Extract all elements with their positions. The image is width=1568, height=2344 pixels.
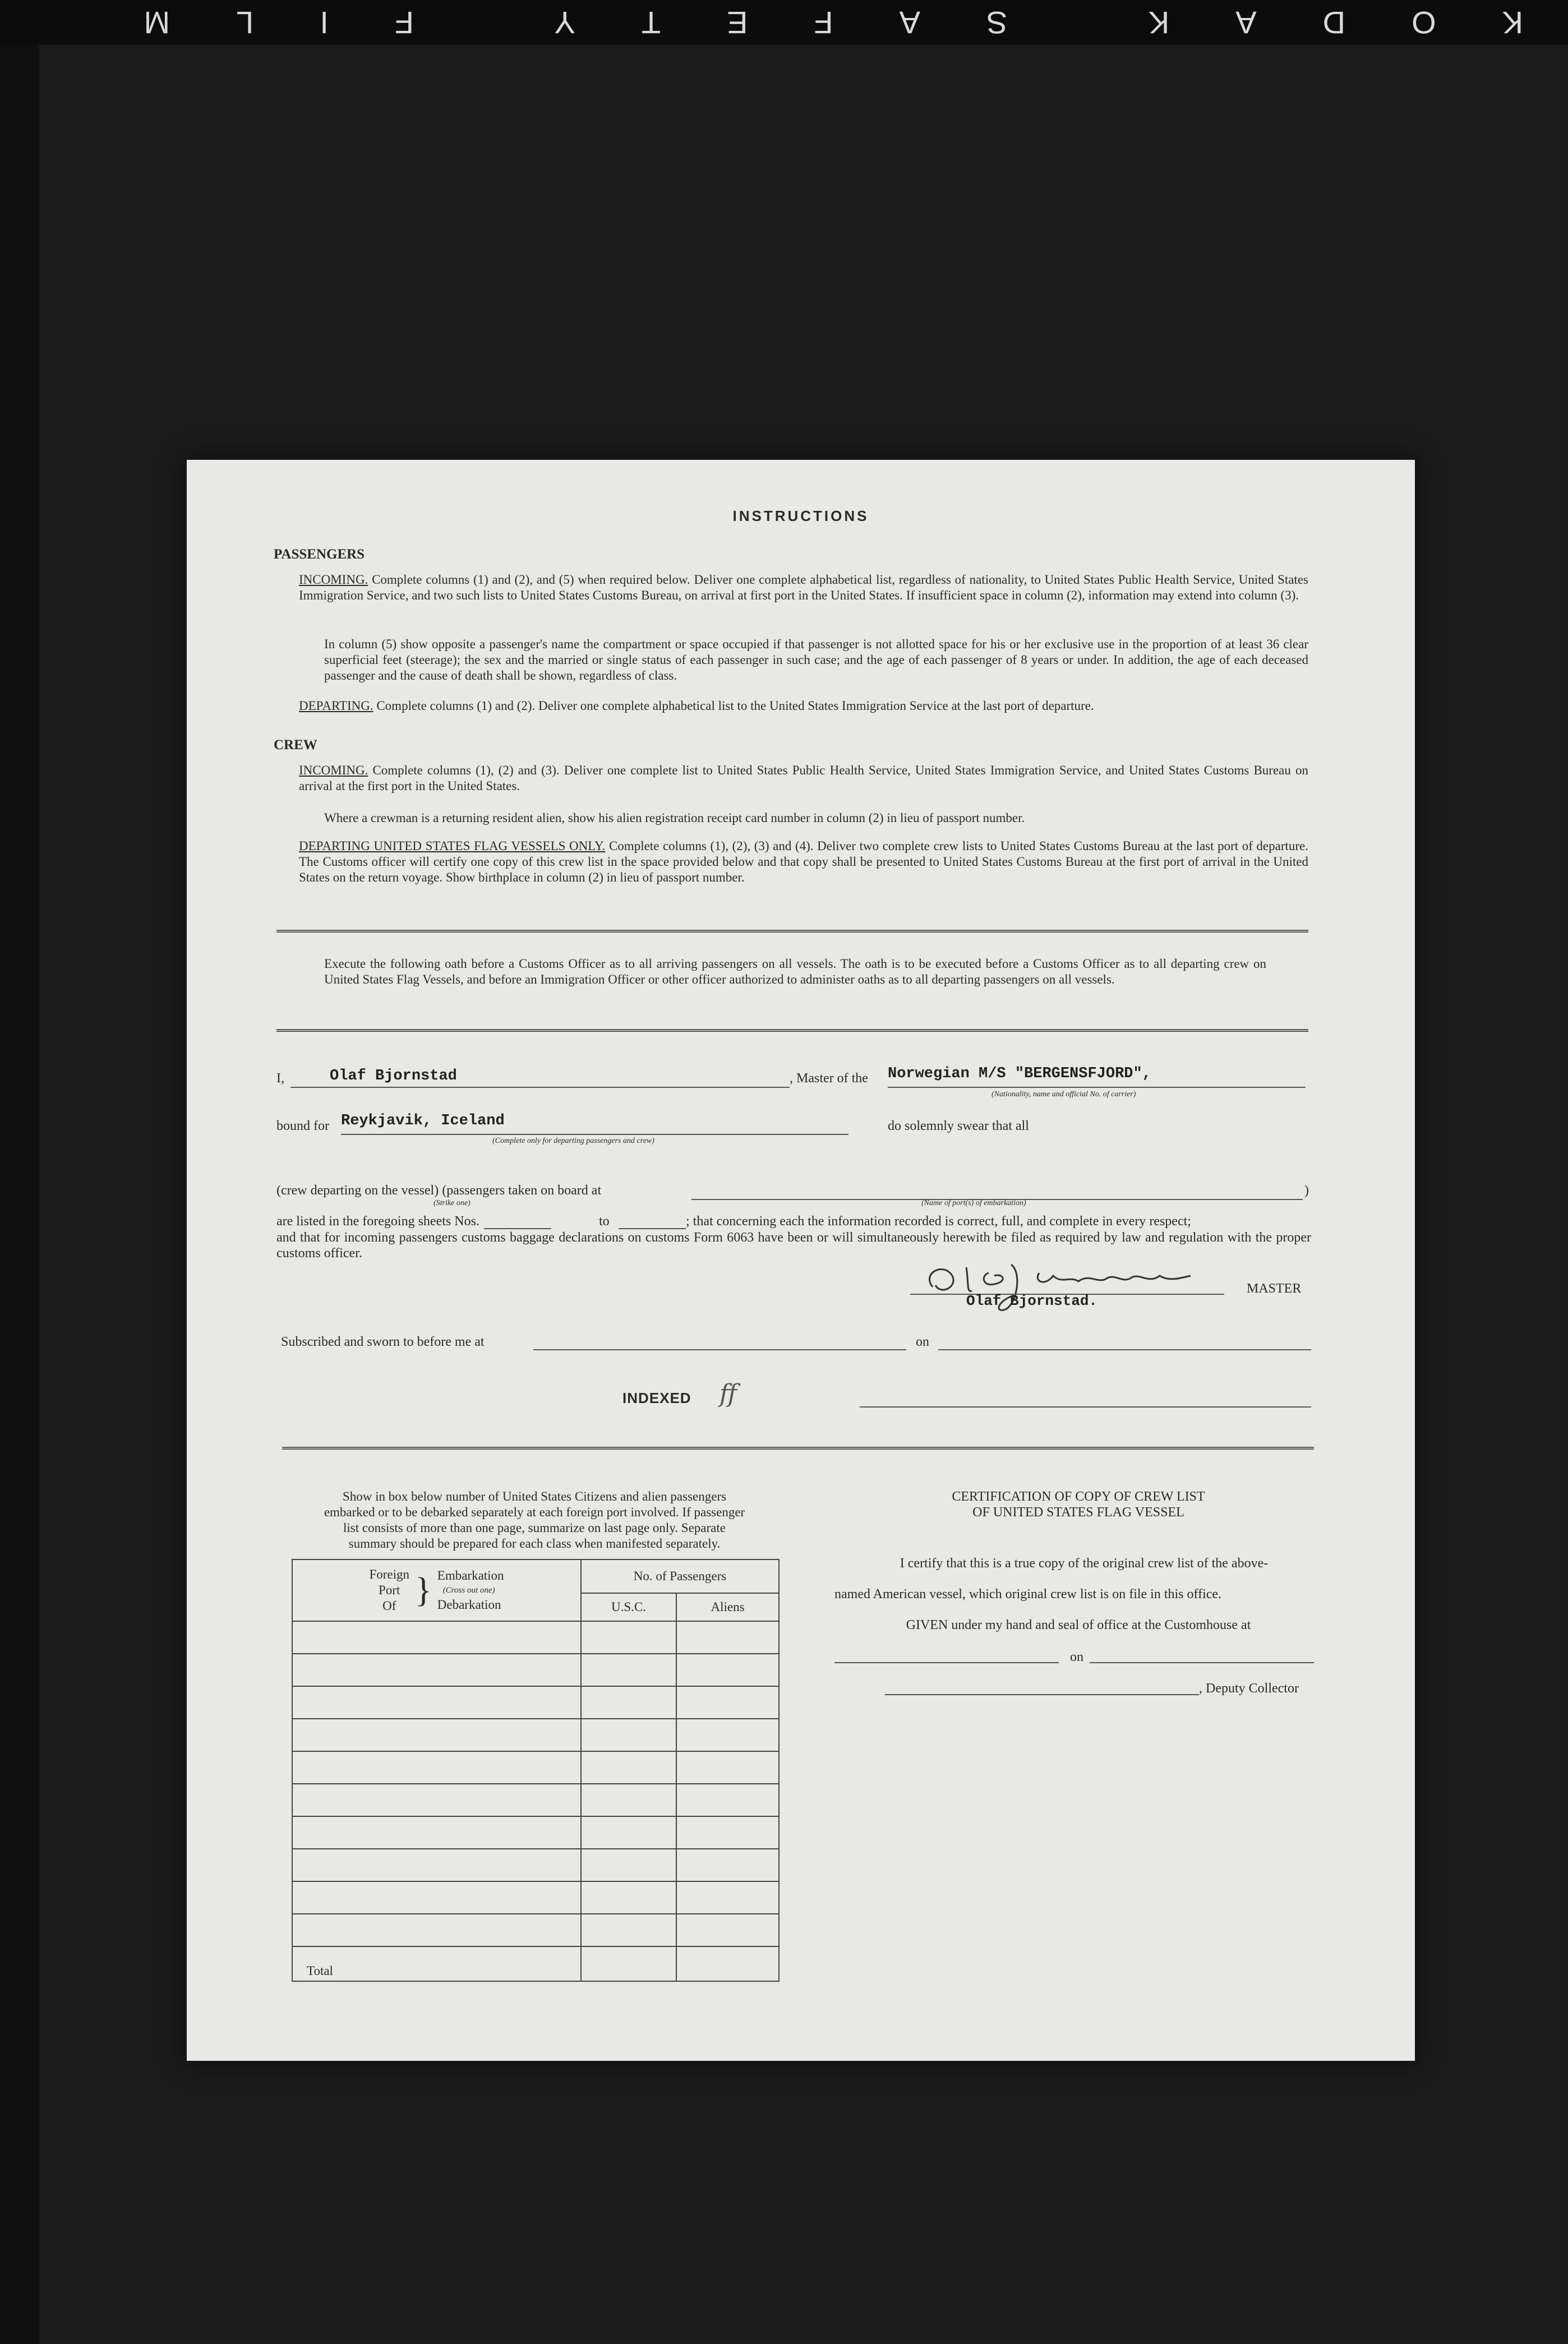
indexed-initials: ff bbox=[720, 1379, 737, 1408]
table-cell[interactable] bbox=[676, 1816, 779, 1849]
crew-departing-text: Complete columns (1), (2), (3) and (4). Deliver two complete crew lists to United States Customs Bureau at the last port of departure. The Customs officer will certify one copy of this crew list in the space provided below and that copy shall be presented to United States Customs Bureau at the first port of arrival in the United States on the return voyage. Show birthplace in column (2) in lieu of passport number. bbox=[299, 839, 1309, 884]
table-row bbox=[292, 1621, 779, 1654]
col-debarkation: Debarkation bbox=[437, 1598, 501, 1612]
table-row bbox=[292, 1849, 779, 1881]
sworn-place-field[interactable] bbox=[533, 1334, 906, 1350]
passengers-incoming-paragraph bbox=[299, 572, 1308, 603]
table-cell[interactable] bbox=[581, 1621, 676, 1654]
passengers-incoming-text: Complete columns (1) and (2), and (5) when required below. Deliver one complete alphabetical list, regardless of nationality, to United States Public Health Service, United States Immigration Service, and two such lists to United States Customs Bureau, on arrival at first port in the United States. If insufficient space in column (2), information may extend into column (3). bbox=[299, 573, 1309, 602]
table-row bbox=[292, 1751, 779, 1784]
table-cell[interactable] bbox=[581, 1849, 676, 1881]
table-row bbox=[292, 1881, 779, 1914]
total-row bbox=[292, 1946, 779, 1981]
brace-icon: } bbox=[415, 1571, 432, 1609]
deputy-collector-label: , Deputy Collector bbox=[1199, 1681, 1299, 1696]
table-cell[interactable] bbox=[676, 1881, 779, 1914]
destination-value: Reykjavik, Iceland bbox=[341, 1113, 505, 1129]
table-cell[interactable] bbox=[676, 1849, 779, 1881]
table-cell[interactable] bbox=[676, 1654, 779, 1686]
certification-title bbox=[860, 1489, 1297, 1520]
col-of: Of bbox=[382, 1599, 396, 1613]
table-cell[interactable] bbox=[292, 1751, 581, 1784]
port-header-cell bbox=[292, 1559, 581, 1621]
certification-line2: named American vessel, which original crew list is on file in this office. bbox=[834, 1587, 1222, 1602]
table-row bbox=[292, 1654, 779, 1686]
table-cell[interactable] bbox=[581, 1719, 676, 1751]
table-cell[interactable] bbox=[676, 1686, 779, 1719]
section-divider bbox=[276, 930, 1308, 933]
table-row bbox=[292, 1686, 779, 1719]
passengers-departing-text: Complete columns (1) and (2). Deliver one complete alphabetical list to the United States Immigration Service at the last port of departure. bbox=[376, 699, 1094, 713]
crew-resident-paragraph: Where a crewman is a returning resident alien, show his alien registration receipt card number in column (2) in lieu of passport number. bbox=[324, 811, 1025, 825]
table-row bbox=[292, 1784, 779, 1816]
sheets-to-label: to bbox=[599, 1214, 610, 1229]
indexed-stamp: INDEXED bbox=[622, 1390, 691, 1406]
vessel-caption: (Nationality, name and official No. of carrier) bbox=[991, 1090, 1136, 1099]
destination-field[interactable] bbox=[341, 1113, 848, 1135]
col-usc: U.S.C. bbox=[581, 1593, 676, 1621]
vessel-value: Norwegian M/S "BERGENSFJORD", bbox=[888, 1065, 1151, 1082]
col-embarkation: Embarkation bbox=[437, 1568, 504, 1582]
table-cell[interactable] bbox=[581, 1881, 676, 1914]
certification-on-label: on bbox=[1070, 1650, 1083, 1664]
table-cell[interactable] bbox=[676, 1751, 779, 1784]
officer-field[interactable] bbox=[860, 1391, 1311, 1408]
table-cell[interactable] bbox=[676, 1621, 779, 1654]
crew-incoming-paragraph bbox=[299, 763, 1308, 794]
typed-signature: Olaf Bjornstad. bbox=[966, 1293, 1098, 1309]
table-cell[interactable] bbox=[581, 1914, 676, 1946]
table-cell[interactable] bbox=[581, 1686, 676, 1719]
col-cross-out: (Cross out one) bbox=[442, 1586, 495, 1595]
table-cell[interactable] bbox=[292, 1849, 581, 1881]
table-cell[interactable] bbox=[581, 1784, 676, 1816]
master-name-field[interactable] bbox=[290, 1070, 790, 1088]
table-cell[interactable] bbox=[292, 1816, 581, 1849]
vessel-field[interactable] bbox=[888, 1065, 1306, 1088]
page-title: INSTRUCTIONS bbox=[732, 507, 869, 524]
sheet-from-field[interactable] bbox=[484, 1212, 551, 1229]
master-name-value: Olaf Bjornstad bbox=[330, 1068, 457, 1085]
sworn-on-label: on bbox=[916, 1335, 929, 1349]
sworn-date-field[interactable] bbox=[938, 1334, 1311, 1350]
table-cell[interactable] bbox=[292, 1784, 581, 1816]
col-foreign: Foreign bbox=[369, 1567, 409, 1581]
passengers-heading: PASSENGERS bbox=[274, 547, 365, 562]
film-edge-text: KODAK SAFETY FILM bbox=[77, 5, 1523, 40]
crew-heading: CREW bbox=[274, 737, 317, 753]
embarkation-port-field[interactable] bbox=[691, 1182, 1303, 1200]
film-left-border bbox=[0, 45, 39, 2344]
film-edge bbox=[0, 0, 1568, 45]
swear-label: do solemnly swear that all bbox=[888, 1119, 1029, 1133]
close-paren: ) bbox=[1304, 1183, 1309, 1198]
crew-departing-label: DEPARTING UNITED STATES FLAG VESSELS ONLY. bbox=[299, 839, 606, 853]
passengers-departing-label: DEPARTING. bbox=[299, 699, 373, 713]
table-cell[interactable] bbox=[292, 1719, 581, 1751]
table-cell[interactable] bbox=[292, 1881, 581, 1914]
table-cell[interactable] bbox=[676, 1914, 779, 1946]
total-usc-cell[interactable] bbox=[581, 1946, 676, 1981]
table-cell[interactable] bbox=[676, 1784, 779, 1816]
table-row bbox=[292, 1914, 779, 1946]
table-cell[interactable] bbox=[581, 1816, 676, 1849]
table-cell[interactable] bbox=[292, 1621, 581, 1654]
crew-incoming-label: INCOMING. bbox=[299, 763, 368, 777]
master-of-label: , Master of the bbox=[790, 1071, 868, 1086]
table-cell[interactable] bbox=[292, 1914, 581, 1946]
table-cell[interactable] bbox=[581, 1751, 676, 1784]
customhouse-field[interactable] bbox=[834, 1648, 1059, 1663]
deputy-collector-field[interactable] bbox=[885, 1679, 1199, 1695]
certification-title-line2: OF UNITED STATES FLAG VESSEL bbox=[972, 1505, 1184, 1520]
col-port: Port bbox=[379, 1583, 400, 1597]
table-row bbox=[292, 1719, 779, 1751]
crew-departing-paragraph bbox=[299, 838, 1308, 885]
certification-line3: GIVEN under my hand and seal of office at the Customhouse at bbox=[906, 1618, 1251, 1632]
certification-date-field[interactable] bbox=[1090, 1648, 1314, 1663]
sheets-tail-label: ; that concerning each the information recorded is correct, full, and complete in every respect; bbox=[686, 1214, 1191, 1229]
passengers-departing-paragraph bbox=[299, 698, 1308, 714]
master-label: MASTER bbox=[1247, 1281, 1302, 1296]
table-cell[interactable] bbox=[676, 1719, 779, 1751]
passengers-incoming-label: INCOMING. bbox=[299, 573, 368, 587]
oath-i-label: I, bbox=[276, 1071, 284, 1086]
sheet-to-field[interactable] bbox=[619, 1212, 686, 1229]
table-cell[interactable] bbox=[581, 1654, 676, 1686]
destination-caption: (Complete only for departing passengers and crew) bbox=[492, 1137, 654, 1145]
bound-for-label: bound for bbox=[276, 1119, 329, 1133]
table-cell[interactable] bbox=[292, 1654, 581, 1686]
summary-instruction: Show in box below number of United States Citizens and alien passengers embarked or to be debarked separately at each foreign port involved. If passenger list consists of more than one page, summarize on last page only. Separate summary should be prepared for each class when manifested separately. bbox=[324, 1489, 745, 1551]
strike-caption: (Strike one) bbox=[433, 1199, 471, 1207]
col-no-passengers: No. of Passengers bbox=[581, 1559, 779, 1593]
document-page bbox=[187, 460, 1415, 2061]
certification-line1: I certify that this is a true copy of the original crew list of the above- bbox=[900, 1556, 1269, 1571]
col-aliens: Aliens bbox=[676, 1593, 779, 1621]
oath-tail: and that for incoming passengers customs baggage declarations on customs Form 6063 have been or will simultaneously herewith be filed as required by law and regulation with the proper customs officer. bbox=[276, 1230, 1311, 1261]
summary-table bbox=[292, 1559, 780, 1982]
sheets-label: are listed in the foregoing sheets Nos. bbox=[276, 1214, 479, 1229]
crew-departing-label: (crew departing on the vessel) (passengers taken on board at bbox=[276, 1183, 602, 1198]
subscribed-label: Subscribed and sworn to before me at bbox=[281, 1335, 485, 1349]
port-caption: (Name of port(s) of embarkation) bbox=[921, 1199, 1026, 1207]
section-divider bbox=[282, 1447, 1314, 1450]
passengers-column5-paragraph: In column (5) show opposite a passenger's name the compartment or space occupied if that passenger is not allotted space for his or her exclusive use in the proportion of at least 36 clear superficial feet (steerage); the sex and the married or single status of each passenger in such case; and the age of each passenger of 8 years or under. In addition, the age of each deceased passenger and the cause of death shall be shown, regardless of class. bbox=[324, 637, 1308, 682]
total-aliens-cell[interactable] bbox=[676, 1946, 779, 1981]
certification-title-line1: CERTIFICATION OF COPY OF CREW LIST bbox=[952, 1489, 1205, 1504]
crew-incoming-text: Complete columns (1), (2) and (3). Deliver one complete list to United States Public Health Service, United States Immigration Service, and United States Customs Bureau on arrival at the first port in the United States. bbox=[299, 763, 1309, 793]
section-divider bbox=[276, 1029, 1308, 1032]
oath-instruction: Execute the following oath before a Customs Officer as to all arriving passengers on all vessels. The oath is to be executed before a Customs Officer as to all departing crew on United States Flag Vessels, and before an Immigration Officer or other officer authorized to administer oaths as to all departing passengers on all vessels. bbox=[324, 957, 1266, 986]
table-row bbox=[292, 1816, 779, 1849]
table-cell[interactable] bbox=[292, 1686, 581, 1719]
total-label: Total bbox=[292, 1946, 581, 1981]
